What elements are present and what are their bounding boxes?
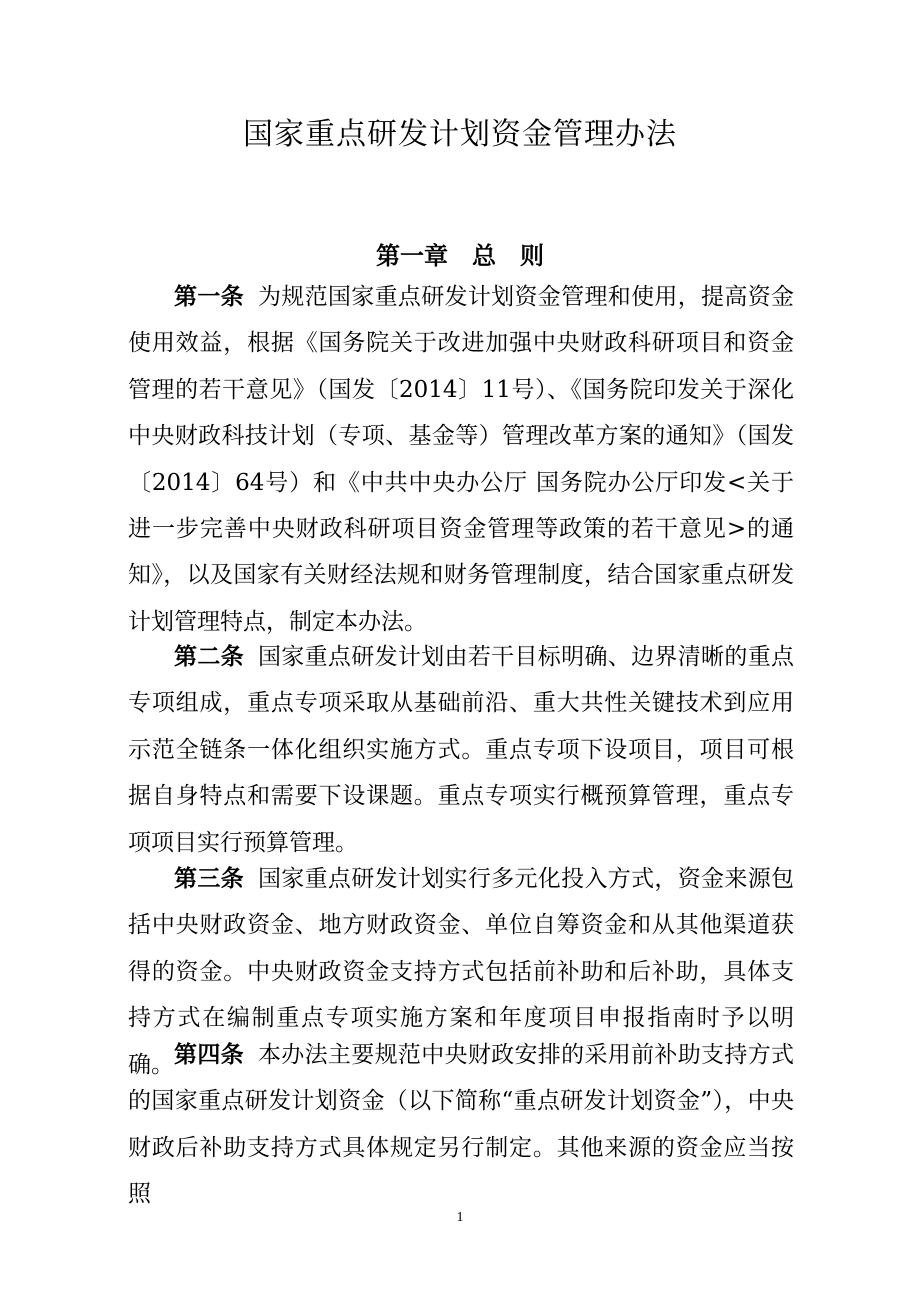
article-1-text: 为规范国家重点研发计划资金管理和使用，提高资金使用效益，根据《国务院关于改进加强中央财政科研项目和资金管理的若干意见》（国发〔2014〕11号）、《国务院印发关于深化中央财政科技计划（专项、基金等）管理改革方案的通知》（国发〔2014〕64号）和《中共中央办公厅 国务院办公厅印发<关于进一步完善中央财政科研项目资金管理等政策的若干意见>的通知》，以及国家有关财经法规和财务管理制度，结合国家重点研发计划管理特点，制定本办法。 — [128, 284, 795, 635]
chapter-name-part2: 则 — [520, 242, 544, 270]
chapter-number: 第一章 — [376, 242, 448, 270]
article-4 — [128, 1032, 794, 1218]
document-title: 国家重点研发计划资金管理办法 — [243, 117, 677, 152]
chapter-heading — [0, 236, 920, 276]
article-4-text: 本办法主要规范中央财政安排的采用前补助支持方式的国家重点研发计划资金（以下简称“重点研发计划资金”），中央财政后补助支持方式具体规定另行制定。其他来源的资金应当按照 — [128, 1042, 795, 1208]
article-1-label: 第一条 — [174, 284, 244, 310]
article-2-text: 国家重点研发计划由若干目标明确、边界清晰的重点专项组成，重点专项采取从基础前沿、重大共性关键技术到应用示范全链条一体化组织实施方式。重点专项下设项目，项目可根据自身特点和需要下设课题。重点专项实行概预算管理，重点专项项目实行预算管理。 — [128, 644, 795, 856]
article-3-text: 国家重点研发计划实行多元化投入方式，资金来源包括中央财政资金、地方财政资金、单位自筹资金和从其他渠道获得的资金。中央财政资金支持方式包括前补助和后补助，具体支持方式在编制重点专项实施方案和年度项目申报指南时予以明确。 — [128, 866, 795, 1078]
article-2 — [128, 634, 794, 866]
article-3-label: 第三条 — [174, 866, 244, 892]
chapter-name-part1: 总 — [472, 242, 496, 270]
page-number: 1 — [456, 1210, 464, 1225]
article-1 — [128, 274, 794, 645]
article-2-label: 第二条 — [174, 644, 244, 670]
article-4-label: 第四条 — [174, 1042, 244, 1068]
